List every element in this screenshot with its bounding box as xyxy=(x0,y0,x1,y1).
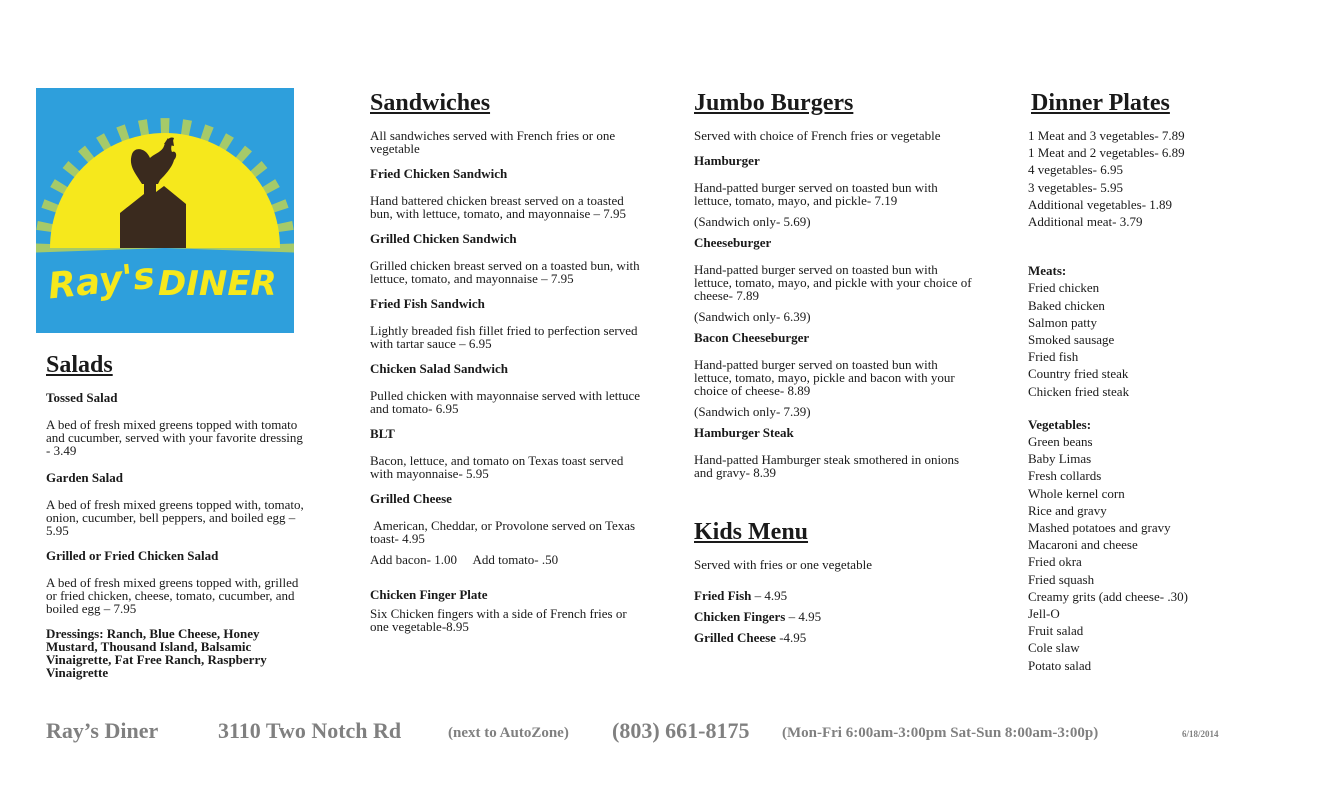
burger-desc: Hand-patted burger served on toasted bun with lettuce, tomato, mayo, and pickle- 7.19 xyxy=(694,180,938,208)
footer-address: 3110 Two Notch Rd xyxy=(218,718,402,743)
burger-name: Bacon Cheeseburger xyxy=(694,330,810,345)
vegetable-item: Mashed potatoes and gravy xyxy=(1028,520,1171,536)
salads-title: Salads xyxy=(46,352,113,378)
sandwich-desc: American, Cheddar, or Provolone served on Texas toast- 4.95 xyxy=(370,518,639,546)
kids-item-price: -4.95 xyxy=(775,630,807,645)
rays-diner-logo xyxy=(36,88,294,333)
burger-name: Cheeseburger xyxy=(694,235,772,250)
burger-name: Hamburger xyxy=(694,153,760,168)
meat-item: Country fried steak xyxy=(1028,366,1129,382)
dinner-price-item: 3 vegetables- 5.95 xyxy=(1028,179,1123,195)
meat-item: Smoked sausage xyxy=(1028,332,1115,348)
kids-item-name: Grilled Cheese xyxy=(694,630,776,645)
burgers-section xyxy=(694,89,974,479)
logo-text xyxy=(48,256,288,316)
sandwiches-title: Sandwiches xyxy=(370,90,491,116)
vegetable-item: Fried squash xyxy=(1028,571,1095,587)
meats-label: Meats: xyxy=(1028,263,1067,279)
footer-hours: (Mon-Fri 6:00am-3:00pm Sat-Sun 8:00am-3:00p) xyxy=(782,725,1099,741)
footer-name: Ray’s Diner xyxy=(46,718,159,743)
kids-item-name: Chicken Fingers xyxy=(694,609,786,624)
dinner-title: Dinner Plates xyxy=(1031,90,1170,116)
vegetable-item: Jell-O xyxy=(1028,606,1060,622)
vegetable-item: Potato salad xyxy=(1028,657,1092,673)
dinner-price-item: Additional vegetables- 1.89 xyxy=(1028,196,1173,212)
sandwich-addons: Add bacon- 1.00 Add tomato- .50 xyxy=(370,552,559,567)
sandwich-name: Fried Chicken Sandwich xyxy=(370,166,508,181)
salad-name: Grilled or Fried Chicken Salad xyxy=(46,548,219,563)
sandwich-desc: Lightly breaded fish fillet fried to perfection served with tartar sauce – 6.95 xyxy=(370,323,638,351)
salad-desc: A bed of fresh mixed greens topped with, tomato, onion, cucumber, bell peppers, and boiled egg – 5.95 xyxy=(46,497,304,538)
salads-section xyxy=(46,351,304,679)
kids-section xyxy=(694,518,974,648)
vegetable-item: Baby Limas xyxy=(1028,451,1092,467)
finger-plate-desc: Six Chicken fingers with a side of French fries or one vegetable-8.95 xyxy=(370,606,627,634)
vegetables-list xyxy=(1028,433,1288,674)
salad-desc: A bed of fresh mixed greens topped with, grilled or fried chicken, cheese, tomato, cucumber, and boiled egg – 7.95 xyxy=(46,575,299,616)
meat-item: Baked chicken xyxy=(1028,297,1105,313)
sandwich-desc: Hand battered chicken breast served on a toasted bun, with lettuce, tomato, and mayonnaise – 7.95 xyxy=(370,193,626,221)
burger-desc: Hand-patted burger served on toasted bun with lettuce, tomato, mayo, pickle and bacon with your choice of cheese- 8.89 xyxy=(694,357,955,398)
burgers-intro: Served with choice of French fries or vegetable xyxy=(694,128,941,143)
sandwich-name: Chicken Salad Sandwich xyxy=(370,361,508,376)
vegetable-item: Fried okra xyxy=(1028,554,1082,570)
kids-item xyxy=(694,627,974,648)
sandwich-name: BLT xyxy=(370,426,395,441)
burger-note: (Sandwich only- 6.39) xyxy=(694,309,811,324)
salad-name: Garden Salad xyxy=(46,470,123,485)
kids-item-price: – 4.95 xyxy=(751,588,788,603)
burger-desc: Hand-patted burger served on toasted bun with lettuce, tomato, mayo, and pickle with your choice of cheese- 7.89 xyxy=(694,262,972,303)
sandwiches-intro: All sandwiches served with French fries or one vegetable xyxy=(370,128,616,156)
footer-phone: (803) 661-8175 xyxy=(612,718,750,743)
vegetable-item: Creamy grits (add cheese- .30) xyxy=(1028,588,1188,604)
vegetable-item: Rice and gravy xyxy=(1028,502,1107,518)
vegetable-item: Fruit salad xyxy=(1028,623,1084,639)
vegetable-item: Fresh collards xyxy=(1028,468,1102,484)
logo-text-diner: DINER xyxy=(158,264,277,304)
vegetable-item: Whole kernel corn xyxy=(1028,485,1125,501)
kids-item xyxy=(694,585,974,606)
sandwich-name: Grilled Chicken Sandwich xyxy=(370,231,517,246)
footer xyxy=(46,716,1296,756)
salad-desc: A bed of fresh mixed greens topped with tomato and cucumber, served with your favorite dressing - 3.49 xyxy=(46,417,303,458)
dinner-prices xyxy=(1028,127,1288,230)
vegetable-item: Cole slaw xyxy=(1028,640,1080,656)
burger-note: (Sandwich only- 7.39) xyxy=(694,404,811,419)
vegetable-item: Macaroni and cheese xyxy=(1028,537,1138,553)
sandwich-desc: Grilled chicken breast served on a toasted bun, with lettuce, tomato, and mayonnaise – 7.95 xyxy=(370,258,640,286)
dinner-price-item: Additional meat- 3.79 xyxy=(1028,214,1143,230)
kids-item xyxy=(694,606,974,627)
sandwich-desc: Bacon, lettuce, and tomato on Texas toast served with mayonnaise- 5.95 xyxy=(370,453,624,481)
dinner-price-item: 4 vegetables- 6.95 xyxy=(1028,162,1123,178)
meats-list xyxy=(1028,279,1288,399)
burger-name: Hamburger Steak xyxy=(694,425,794,440)
footer-address-note: (next to AutoZone) xyxy=(448,725,569,741)
burgers-title: Jumbo Burgers xyxy=(694,90,854,116)
salad-name: Tossed Salad xyxy=(46,390,118,405)
dinner-price-item: 1 Meat and 2 vegetables- 6.89 xyxy=(1028,145,1185,161)
logo-text-rays: Ray's xyxy=(46,255,157,308)
meat-item: Fried chicken xyxy=(1028,280,1100,296)
sandwich-desc: Pulled chicken with mayonnaise served with lettuce and tomato- 6.95 xyxy=(370,388,641,416)
kids-intro: Served with fries or one vegetable xyxy=(694,557,872,572)
kids-item-price: – 4.95 xyxy=(785,609,822,624)
dinner-section xyxy=(1028,89,1288,674)
meat-item: Salmon patty xyxy=(1028,314,1097,330)
meat-item: Fried fish xyxy=(1028,349,1079,365)
sandwich-name: Grilled Cheese xyxy=(370,491,452,506)
kids-title: Kids Menu xyxy=(694,519,809,545)
footer-date: 6/18/2014 xyxy=(1182,729,1219,739)
vegetables-label: Vegetables: xyxy=(1028,416,1092,432)
finger-plate-name: Chicken Finger Plate xyxy=(370,587,488,602)
sandwich-name: Fried Fish Sandwich xyxy=(370,296,485,311)
kids-item-name: Fried Fish xyxy=(694,588,752,603)
dressings-list: Dressings: Ranch, Blue Cheese, Honey Mustard, Thousand Island, Balsamic Vinaigrette, Fat Free Ranch, Raspberry Vinaigrette xyxy=(46,626,267,680)
burger-desc: Hand-patted Hamburger steak smothered in onions and gravy- 8.39 xyxy=(694,452,960,480)
vegetable-item: Green beans xyxy=(1028,434,1093,450)
sandwiches-section xyxy=(370,89,645,633)
meat-item: Chicken fried steak xyxy=(1028,383,1130,399)
burger-note: (Sandwich only- 5.69) xyxy=(694,214,811,229)
dinner-price-item: 1 Meat and 3 vegetables- 7.89 xyxy=(1028,128,1185,143)
